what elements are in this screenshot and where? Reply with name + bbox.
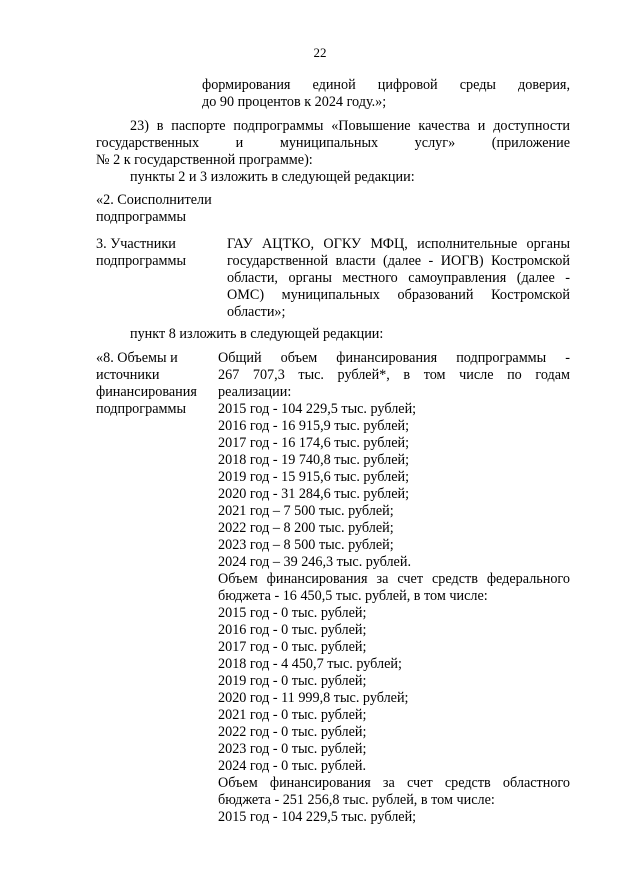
intro-line-2: до 90 процентов к 2024 году.»;: [202, 94, 387, 110]
federal-year-line: 2018 год - 4 450,7 тыс. рублей;: [218, 656, 402, 672]
total-line-1: Общий объем финансирования подпрограммы -: [218, 350, 570, 366]
regional-line-2: бюджета - 251 256,8 тыс. рублей, в том числе:: [218, 792, 495, 808]
total-year-line: 2022 год – 8 200 тыс. рублей;: [218, 520, 394, 536]
federal-year-line: 2019 год - 0 тыс. рублей;: [218, 673, 367, 689]
total-year-line: 2017 год - 16 174,6 тыс. рублей;: [218, 435, 410, 451]
total-year-line: 2023 год – 8 500 тыс. рублей;: [218, 537, 394, 553]
row3-text-line-5: области»;: [227, 304, 286, 320]
row8-content: [218, 350, 570, 826]
total-year-line: 2021 год – 7 500 тыс. рублей;: [218, 503, 394, 519]
total-year-line: 2018 год - 19 740,8 тыс. рублей;: [218, 452, 410, 468]
total-line-3: реализации:: [218, 384, 292, 400]
row8-label-line-1: «8. Объемы и: [96, 350, 178, 366]
total-year-line: 2019 год - 15 915,6 тыс. рублей;: [218, 469, 410, 485]
federal-year-line: 2016 год - 0 тыс. рублей;: [218, 622, 367, 638]
federal-line-2: бюджета - 16 450,5 тыс. рублей, в том числе:: [218, 588, 488, 604]
regional-line-1: Объем финансирования за счет средств областного: [218, 775, 570, 791]
row8-label-line-3: финансирования: [96, 384, 197, 400]
federal-year-line: 2021 год - 0 тыс. рублей;: [218, 707, 367, 723]
row8-label-line-2: источники: [96, 367, 160, 383]
total-line-2: 267 707,3 тыс. рублей*, в том числе по годам: [218, 367, 570, 383]
page-number: 22: [313, 45, 327, 60]
item23-line-1: 23) в паспорте подпрограммы «Повышение качества и доступности: [130, 118, 570, 134]
row3-label-line-2: подпрограммы: [96, 253, 186, 269]
regional-year-line: 2015 год - 104 229,5 тыс. рублей;: [218, 809, 417, 825]
row3-text-line-1: ГАУ АЦТКО, ОГКУ МФЦ, исполнительные органы: [227, 236, 570, 252]
row8-label-line-4: подпрограммы: [96, 401, 186, 417]
row3-text-line-4: ОМС) муниципальных образований Костромской: [227, 287, 570, 303]
federal-year-line: 2022 год - 0 тыс. рублей;: [218, 724, 367, 740]
item23-line-3: № 2 к государственной программе):: [96, 152, 313, 168]
total-year-line: 2016 год - 16 915,9 тыс. рублей;: [218, 418, 410, 434]
federal-year-line: 2024 год - 0 тыс. рублей.: [218, 758, 367, 774]
item23-line-2: государственных и муниципальных услуг» (приложение: [96, 135, 570, 151]
row3-text-line-2: государственной власти (далее - ИОГВ) Костромской: [227, 253, 570, 269]
item23-line-4: пункты 2 и 3 изложить в следующей редакции:: [130, 169, 415, 185]
row3-text-line-3: области, органы местного самоуправления (далее -: [227, 270, 570, 286]
federal-year-line: 2015 год - 0 тыс. рублей;: [218, 605, 367, 621]
row2-label-line-1: «2. Соисполнители: [96, 192, 212, 208]
row2-label-line-2: подпрограммы: [96, 209, 186, 225]
federal-year-line: 2020 год - 11 999,8 тыс. рублей;: [218, 690, 409, 706]
row3-label-line-1: 3. Участники: [96, 236, 176, 252]
total-year-line: 2020 год - 31 284,6 тыс. рублей;: [218, 486, 410, 502]
total-year-line: 2015 год - 104 229,5 тыс. рублей;: [218, 401, 417, 417]
point8-intro: пункт 8 изложить в следующей редакции:: [130, 326, 384, 342]
federal-line-1: Объем финансирования за счет средств федерального: [218, 571, 570, 587]
intro-line-1: формирования единой цифровой среды доверия,: [202, 77, 570, 93]
federal-year-line: 2023 год - 0 тыс. рублей;: [218, 741, 367, 757]
total-year-line: 2024 год – 39 246,3 тыс. рублей.: [218, 554, 411, 570]
federal-year-line: 2017 год - 0 тыс. рублей;: [218, 639, 367, 655]
